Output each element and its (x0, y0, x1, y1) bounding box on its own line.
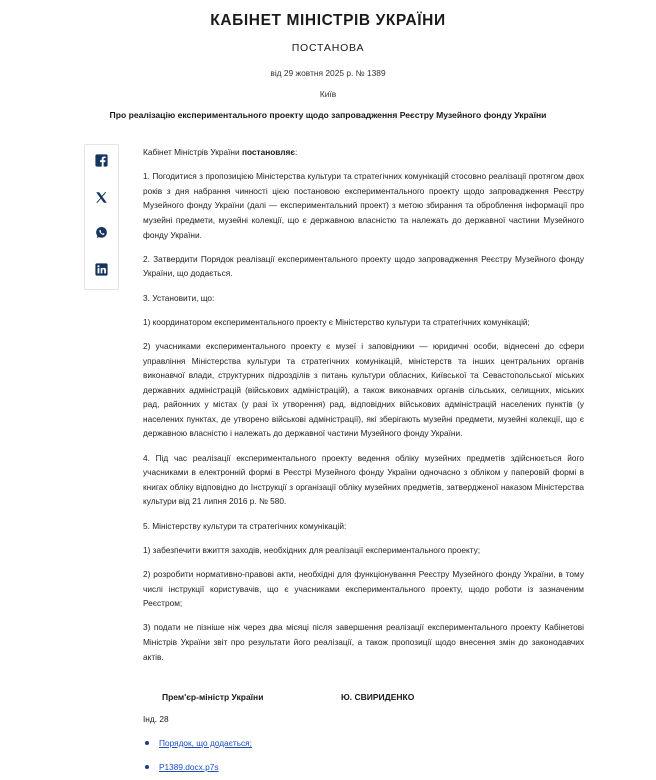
whatsapp-icon (95, 226, 108, 244)
document-city: Київ (319, 89, 337, 99)
share-whatsapp-button[interactable] (85, 218, 118, 252)
share-panel (84, 144, 119, 290)
signature-position: Прем'єр-міністр України (162, 692, 264, 702)
linkedin-icon (95, 263, 108, 281)
paragraph-3: 3. Установити, що: (143, 292, 215, 303)
attachments-list (145, 737, 252, 780)
procedure-link[interactable]: Порядок, що додається; (159, 738, 252, 748)
share-x-button[interactable] (85, 183, 118, 217)
document-type: ПОСТАНОВА (291, 42, 365, 54)
signature-name: Ю. СВИРИДЕНКО (341, 692, 415, 702)
share-facebook-button[interactable] (85, 146, 118, 180)
document-body (143, 145, 584, 674)
paragraph-2: 2. Затвердити Порядок реалізації експериментального проекту щодо запровадження Реєстру Музейного фонду України, що додається. (143, 253, 584, 279)
intro-paragraph (143, 145, 584, 160)
bullet-icon (145, 765, 149, 769)
facebook-icon (95, 154, 108, 172)
document-index: Інд. 28 (143, 714, 169, 724)
paragraph-5: 5. Міністерству культури та стратегічних комунікацій: (143, 520, 347, 531)
paragraph-3-2: 2) учасниками експериментального проекту є музеї і заповідники — юридичні особи, віднесені до сфери управління Міністерства культури та стратегічних комунікацій, міністерств та інших центральних органів виконавчої влади, структурних підрозділів з питань культури обласних, Київської та Севастопольської міських державних адміністрацій (військових адміністрацій), а також виконавчих органів сільських, селищних, міських рад, районних у містах (у разі їх утворення) рад, відповідних військових адміністрацій населених пунктів (у населених пунктах, де утворено військові адміністрації), які зберігають музейні предмети, музейні колекції, що є державною власністю і належать до державної частини Музейного фонду України. (143, 340, 584, 439)
paragraph-1: 1. Погодитися з пропозицією Міністерства культури та стратегічних комунікацій стосовно реалізації протягом двох років з дня набрання чинності цією постановою експериментального проекту щодо запровадження Реєстру Музейного фонду України (далі — експериментальний проект) з метою збирання та оброблення інформації про музейні предмети, музейні колекції, що є державною власністю та належать до державної частини Музейного фонду України. (143, 171, 584, 240)
paragraph-5-2: 2) розробити нормативно-правові акти, необхідні для функціонування Реєстру Музейного фонду України, в тому числі інструкції користувачів, що є учасниками експериментального проекту, щодо роботи із зазначеним Реєстром; (143, 569, 584, 609)
intro-bold: постановляє (241, 147, 295, 157)
list-item (145, 761, 252, 773)
list-item (145, 737, 252, 749)
intro-suffix: : (294, 147, 298, 157)
issuer-title: КАБІНЕТ МІНІСТРІВ УКРАЇНИ (210, 12, 446, 29)
signature-file-link[interactable]: P1389.docx.p7s (159, 762, 219, 772)
paragraph-3-1: 1) координатором експериментального проекту є Міністерство культури та стратегічних комунікацій; (143, 316, 530, 327)
x-icon (95, 191, 108, 209)
document-heading: Про реалізацію експериментального проекту щодо запровадження Реєстру Музейного фонду України (109, 110, 547, 120)
paragraph-5-3: 3) подати не пізніше ніж через два місяці після завершення реалізації експериментального проекту Кабінетові Міністрів України звіт про результати його реалізації, а також пропозиції щодо внесення змін до законодавчих актів. (143, 622, 584, 662)
intro-prefix: Кабінет Міністрів України (143, 147, 242, 157)
paragraph-4: 4. Під час реалізації експериментального проекту ведення обліку музейних предметів здійснюється його учасниками в електронній формі в Реєстрі Музейного фонду України одночасно з обліком у паперовій формі в книгах обліку відповідно до Інструкції з організації обліку музейних предметів, затвердженої наказом Міністерства культури від 21 липня 2016 р. № 580. (143, 452, 584, 507)
document-date: від 29 жовтня 2025 р. № 1389 (270, 68, 386, 78)
share-linkedin-button[interactable] (85, 255, 118, 289)
paragraph-5-1: 1) забезпечити вжиття заходів, необхідних для реалізації експериментального проекту; (143, 544, 481, 555)
bullet-icon (145, 741, 149, 745)
